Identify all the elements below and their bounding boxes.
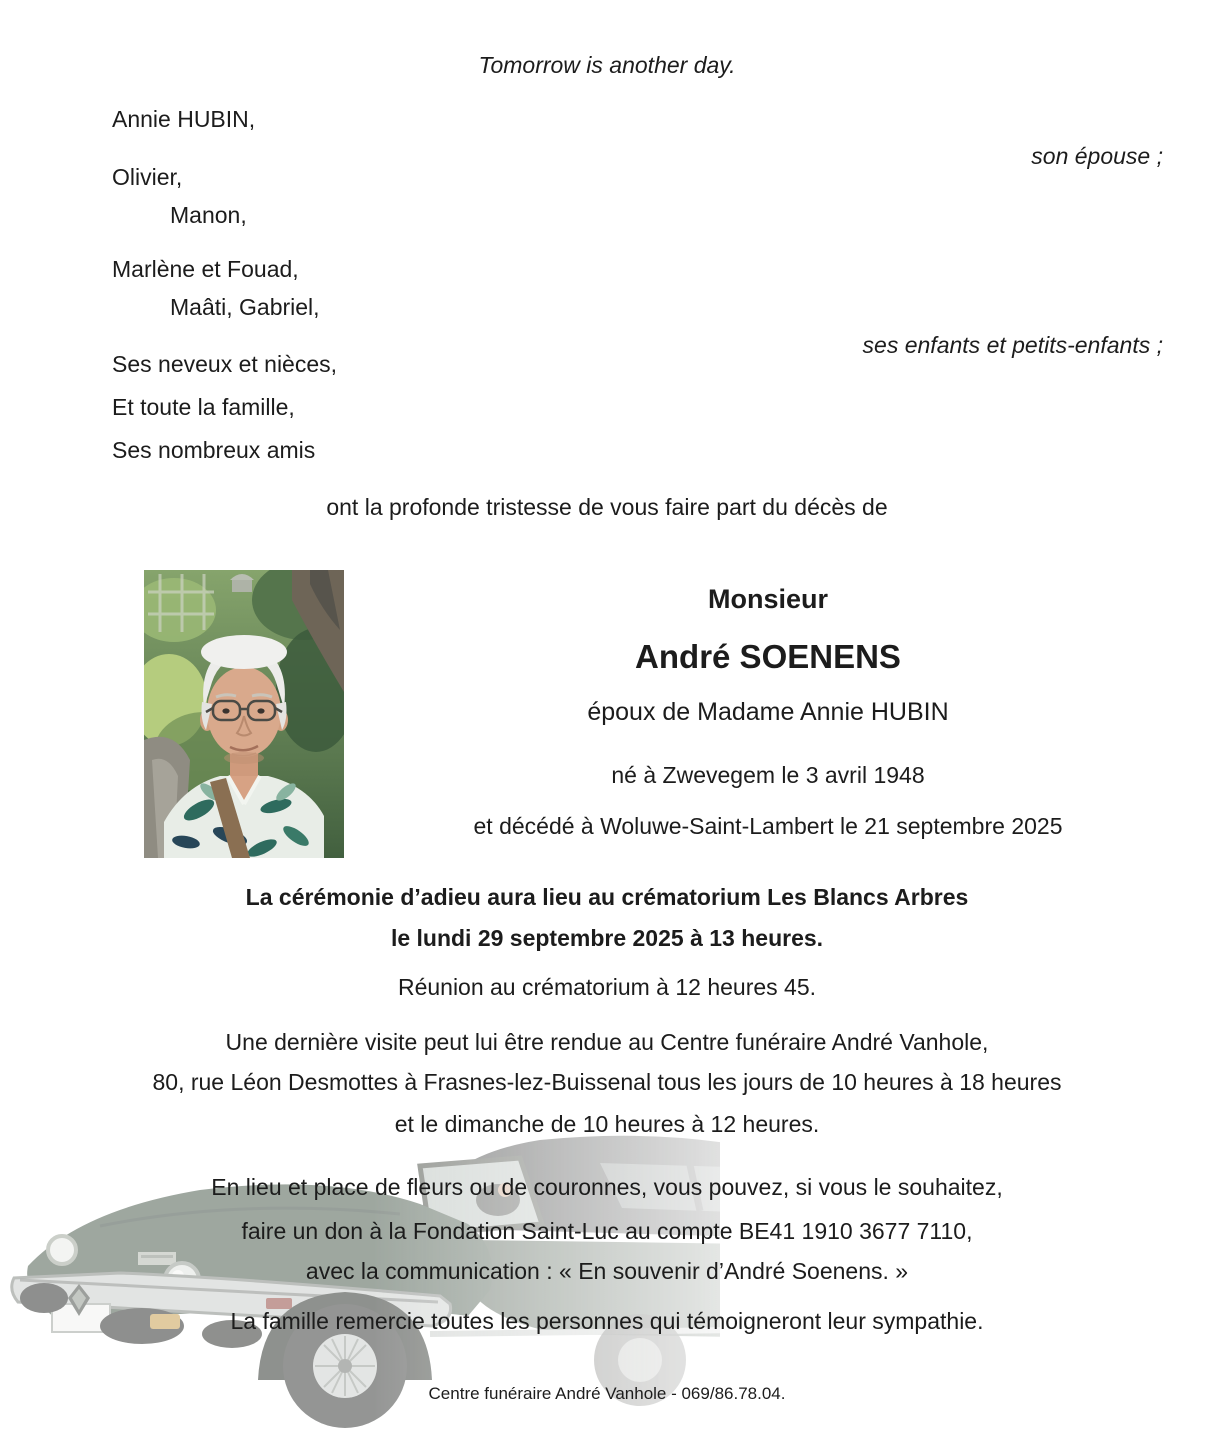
announcement-line: ont la profonde tristesse de vous faire part du décès de [326,494,888,520]
deceased-name: André SOENENS [635,638,901,675]
deceased-birth-line: né à Zwevegem le 3 avril 1948 [611,762,925,788]
mourner-relative-1: Marlène et Fouad, [112,256,299,282]
donation-line-2: faire un don à la Fondation Saint-Luc au compte BE41 1910 3677 7110, [241,1218,973,1244]
mourner-relative-2: Maâti, Gabriel, [170,294,320,320]
deceased-title: Monsieur [707,584,828,614]
mourner-wife: Annie HUBIN, [112,106,256,132]
relation-wife: son épouse ; [1031,143,1163,169]
mourner-child-1: Olivier, [112,164,183,190]
portrait-illustration [144,570,344,858]
ceremony-line-2: le lundi 29 septembre 2025 à 13 heures. [390,925,824,951]
donation-line-1: En lieu et place de fleurs ou de couronnes, vous pouvez, si vous le souhaitez, [211,1174,1003,1200]
visitation-line-2: 80, rue Léon Desmottes à Frasnes-lez-Buissenal tous les jours de 10 heures à 18 heures [152,1069,1062,1095]
mourner-nieces: Ses neveux et nièces, [112,351,338,377]
ceremony-meeting-line: Réunion au crématorium à 12 heures 45. [397,974,817,1000]
mourner-child-2: Manon, [170,202,247,228]
mourner-family: Et toute la famille, [112,394,295,420]
funeral-home-footer: Centre funéraire André Vanhole - 069/86.78.04. [428,1384,786,1403]
ceremony-line-1: La cérémonie d’adieu aura lieu au crématorium Les Blancs Arbres [245,884,969,910]
deceased-portrait-photo [144,570,344,858]
thanks-line: La famille remercie toutes les personnes qui témoigneront leur sympathie. [230,1308,984,1334]
visitation-line-1: Une dernière visite peut lui être rendue au Centre funéraire André Vanhole, [225,1029,989,1055]
donation-line-3: avec la communication : « En souvenir d’André Soenens. » [305,1258,909,1284]
visitation-line-3: et le dimanche de 10 heures à 12 heures. [394,1111,820,1137]
epigraph: Tomorrow is another day. [478,52,736,78]
deceased-death-line: et décédé à Woluwe-Saint-Lambert le 21 septembre 2025 [473,813,1063,839]
relation-children: ses enfants et petits-enfants ; [862,332,1163,358]
deceased-spouse-line: époux de Madame Annie HUBIN [587,698,949,726]
mourner-friends: Ses nombreux amis [112,437,316,463]
